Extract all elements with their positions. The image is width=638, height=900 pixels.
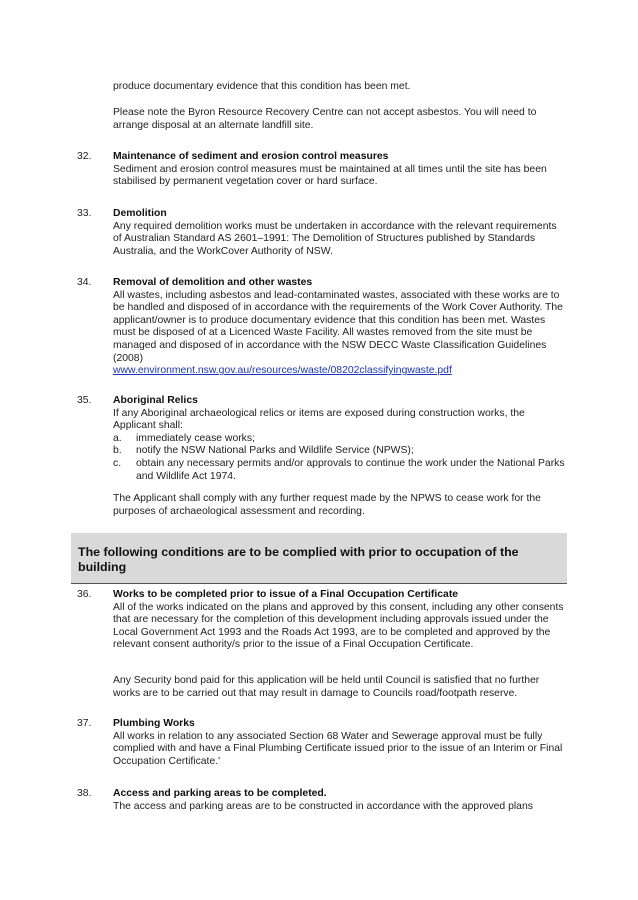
list-letter-c: c. (113, 457, 122, 469)
condition-33 (113, 208, 565, 258)
intro-paragraph-1: produce documentary evidence that this condition has been met. (113, 81, 411, 92)
condition-37-title: Plumbing Works (113, 718, 195, 729)
condition-35-number: 35. (77, 395, 92, 406)
list-item-a (113, 433, 565, 446)
section-banner-heading: The following conditions are to be complied with prior to occupation of the building (78, 545, 519, 574)
condition-34-body: All wastes, including asbestos and lead-contaminated wastes, associated with these works are to be handled and disposed of in accordance with the requirements of the Work Cover Authority. The applicant/owner is to produce documentary evidence that this condition has been met. Wastes must be disposed of at a Licenced Waste Facility. All wastes removed from the site must be managed and disposed of in accordance with the NSW DECC Waste Classification Guidelines (2008) (113, 289, 563, 364)
condition-34-link[interactable]: www.environment.nsw.gov.au/resources/waste/08202classifyingwaste.pdf (113, 365, 452, 377)
condition-32-title: Maintenance of sediment and erosion control measures (113, 151, 389, 162)
condition-36-number: 36. (77, 589, 92, 600)
condition-37 (113, 718, 565, 768)
condition-34 (113, 277, 565, 378)
condition-36-title: Works to be completed prior to issue of a Final Occupation Certificate (113, 589, 459, 600)
condition-38-title: Access and parking areas to be completed. (113, 788, 327, 799)
list-text-b: notify the NSW National Parks and Wildlife Service (NPWS); (136, 445, 414, 457)
condition-32-number: 32. (77, 151, 92, 162)
condition-35-title: Aboriginal Relics (113, 395, 198, 406)
condition-38-number: 38. (77, 788, 92, 799)
intro-paragraph-2: Please note the Byron Resource Recovery Centre can not accept asbestos. You will need to arrange disposal at an alternate landfill site. (113, 107, 537, 131)
list-text-c: obtain any necessary permits and/or approvals to continue the work under the National Parks and Wildlife Act 1974. (136, 457, 565, 482)
condition-33-number: 33. (77, 208, 92, 219)
section-banner (71, 533, 567, 584)
list-item-b (113, 445, 565, 458)
condition-32 (113, 151, 565, 189)
list-text-a: immediately cease works; (136, 432, 255, 444)
condition-36 (113, 589, 565, 652)
condition-36-body-2: Any Security bond paid for this application will be held until Council is satisfied that no further works are to be carried out that may result in damage to Councils road/footpath reserve. (113, 675, 540, 699)
list-letter-a: a. (113, 432, 122, 444)
condition-37-body: All works in relation to any associated Section 68 Water and Sewerage approval must be fully complied with and have a Final Plumbing Certificate issued prior to the issue of an Interim or Final Occupation Certificate.' (113, 730, 563, 767)
list-item-c (113, 458, 565, 483)
condition-37-number: 37. (77, 718, 92, 729)
condition-33-title: Demolition (113, 208, 167, 219)
condition-36-body: All of the works indicated on the plans and approved by this consent, including any other consents that are necessary for the completion of this development including approvals issued under the Local Government Act 1993 and the Roads Act 1993, are to be completed and approved by the relevant consent authority/s prior to the issue of a Final Occupation Certificate. (113, 601, 564, 651)
condition-35 (113, 395, 565, 483)
condition-38 (113, 788, 565, 813)
condition-34-number: 34. (77, 277, 92, 288)
condition-38-body: The access and parking areas are to be constructed in accordance with the approved plans (113, 800, 533, 812)
list-letter-b: b. (113, 445, 122, 457)
condition-33-body: Any required demolition works must be undertaken in accordance with the relevant requirements of Australian Standard AS 2601–1991: The Demolition of Structures published by Standards Australia, and the WorkCover Authority of NSW. (113, 220, 557, 257)
condition-34-title: Removal of demolition and other wastes (113, 277, 313, 288)
condition-35-intro: If any Aboriginal archaeological relics or items are exposed during construction works, the Applicant shall: (113, 407, 525, 432)
condition-32-body: Sediment and erosion control measures must be maintained at all times until the site has been stabilised by permanent vegetation cover or hard surface. (113, 163, 547, 188)
condition-35-closing: The Applicant shall comply with any further request made by the NPWS to cease work for the purposes of archaeological assessment and recording. (113, 493, 541, 517)
